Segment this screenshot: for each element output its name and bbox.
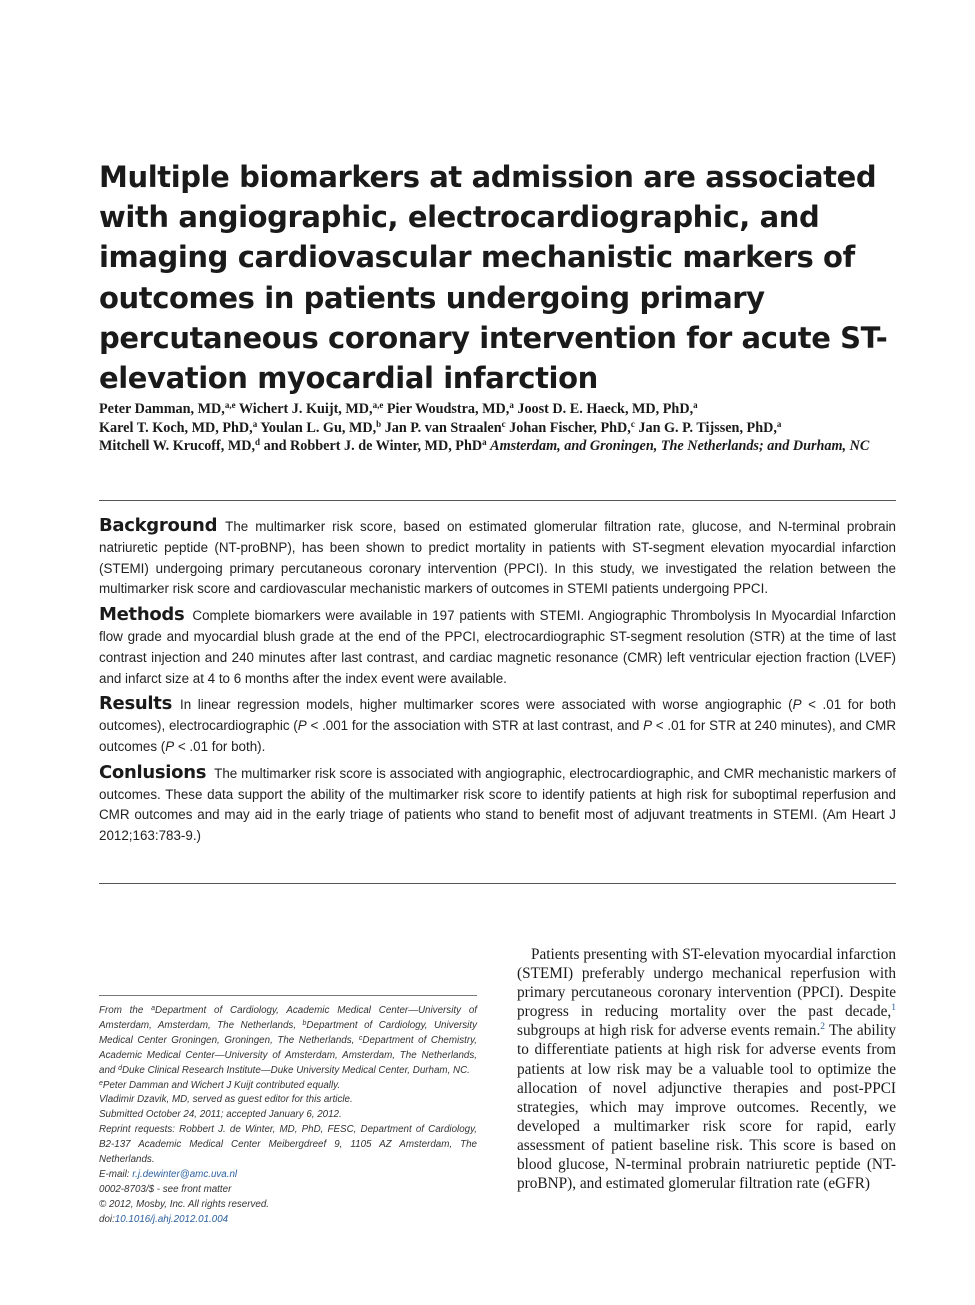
section-text: < .01 for STR at 240 minutes), and CMR outcomes ( — [99, 718, 897, 754]
footnote-affiliations: From the $^a$Department of Cardiology, Academic Medical Center—University of Amsterdam, Amsterdam, The Netherlands, $^b$Department of Cardiology, University Medical Center Groningen, Groningen, The Netherlands, $^c$Department of Chemistry, Academic Medical Center—University of Amsterdam, Amsterdam, The Netherlands, and $^d$Duke Clinical Research Institute—Duke University Medical Center, Durham, NC. — [99, 1005, 477, 1076]
author-sup: a — [509, 400, 514, 410]
author-sup: c — [501, 418, 506, 429]
abstract-background — [99, 516, 896, 600]
footnotes — [99, 1004, 477, 1228]
footnote-doi — [99, 1213, 477, 1228]
footnote-issn: 0002-8703/$ - see front matter — [99, 1183, 232, 1195]
author-sup: a — [252, 418, 258, 429]
author-sup: c — [630, 418, 635, 429]
footnote-text: From the — [99, 1005, 152, 1016]
p-value-symbol: P — [643, 718, 653, 734]
section-text: The multimarker risk score is associated with angiographic, electrocardiographic, and CMR mechanistic markers of outcomes. These data support the ability of the multimarker risk score to identify patients at high risk for suboptimal reperfusion and CMR outcomes and may aid in the early triage of patients who stand to benefit most of adjuvant treatments in STEMI. (Am Heart J 2012;163:783-9.) — [99, 765, 896, 844]
section-heading: Conlusions — [99, 761, 207, 783]
author-name: Karel T. Koch, MD, PhD, — [99, 419, 253, 436]
p-value-symbol: P — [165, 738, 175, 754]
footnote-copyright: © 2012, Mosby, Inc. All rights reserved. — [99, 1198, 270, 1210]
author-name: Jan P. van Straalen — [384, 419, 502, 436]
footnote-email — [99, 1168, 477, 1183]
body-paragraph — [517, 945, 896, 1193]
abstract-conclusions — [99, 763, 896, 847]
footnote-equal: $^e$Peter Damman and Wichert J Kuijt contributed equally. — [99, 1079, 341, 1091]
footnote-text: E-mail: — [99, 1168, 133, 1180]
reference-link[interactable]: 2 — [820, 1022, 826, 1033]
reference-link[interactable]: 1 — [891, 1003, 896, 1014]
body-text: Patients presenting with ST-elevation myocardial infarction (STEMI) preferably undergo mechanical reperfusion with primary percutaneous coronary intervention (PPCI). Despite progress in reducing mortality over the past decade, — [517, 946, 896, 1021]
footnote-text: Duke Clinical Research Institute—Duke University Medical Center, Durham, NC. — [121, 1064, 470, 1076]
author-affiliation: Amsterdam, and Groningen, The Netherlands; and Durham, NC — [490, 438, 870, 455]
author-name: Wichert J. Kuijt, MD, — [238, 401, 373, 417]
section-text: The multimarker risk score, based on estimated glomerular filtration rate, glucose, and N-terminal probrain natriuretic peptide (NT-proBNP), has been shown to predict mortality in patients with ST-segment elevation myocardial infarction (STEMI) undergoing primary percutaneous coronary intervention (PPCI). In this study, we investigated the relation between the multimarker risk score and cardiovascular mechanistic markers of outcomes in STEMI patients undergoing PPCI. — [99, 519, 896, 597]
section-text: Complete biomarkers were available in 197 patients with STEMI. Angiographic Thrombolysis In Myocardial Infarction flow grade and myocardial blush grade at the end of the PPCI, electrocardiographic ST-segment resolution (STR) at the time of last contrast injection and 240 minutes after last contrast, and cardiac magnetic resonance (CMR) left ventricular ejection fraction (LVEF) and infarct size at 4 to 6 months after the index event were available. — [99, 608, 896, 686]
abstract — [99, 516, 896, 852]
section-heading: Results — [99, 693, 172, 715]
body-text: subgroups at high risk for adverse events remain. — [517, 1022, 821, 1040]
section-text: < .01 for both). — [174, 738, 266, 754]
footnote-reprint: Reprint requests: Robbert J. de Winter, MD, PhD, FESC, Department of Cardiology, B2-137 Academic Medical Center Meibergdreef 9, 1105 AZ Amsterdam, The Netherlands. — [99, 1124, 477, 1166]
abstract-results — [99, 694, 896, 757]
author-name: Pier Woudstra, MD, — [386, 401, 510, 417]
footnote-text: doi: — [99, 1213, 115, 1225]
author-sup: d — [255, 437, 261, 448]
body-text: The ability to differentiate patients at high risk for adverse events from patients at low risk may be a valuable tool to optimize the allocation of novel adjunctive therapies and post-PPCI strategies, which may improve outcomes. Recently, we developed a multimarker risk score for rapid, early assessment of patient baseline risk. This score is based on blood glucose, N-terminal probrain natriuretic peptide (NT-proBNP), and estimated glomerular filtration rate (eGFR) — [517, 1022, 896, 1193]
author-sup: a — [482, 437, 487, 448]
footnote-text: Department of Chemistry, Academic Medical Center—University of Amsterdam, Amsterdam, The Netherlands, and — [99, 1034, 477, 1076]
footnote-text: Department of Cardiology, University Medical Center Groningen, Groningen, The Netherlands, — [99, 1019, 477, 1046]
footnote-rule — [99, 995, 477, 996]
section-heading: Methods — [99, 604, 185, 626]
p-value-symbol: P — [792, 697, 802, 713]
author-name: Youlan L. Gu, MD, — [260, 419, 377, 436]
author-sup: a — [776, 418, 782, 429]
section-text: In linear regression models, higher multimarker scores were associated with worse angiographic ( — [180, 697, 793, 713]
abstract-methods — [99, 605, 896, 689]
section-text: < .01 for both outcomes), electrocardiographic ( — [99, 697, 896, 734]
author-sup: a,e — [372, 400, 384, 410]
author-name: Mitchell W. Krucoff, MD, — [99, 438, 256, 455]
footnote-submitted: Submitted October 24, 2011; accepted January 6, 2012. — [99, 1109, 342, 1121]
doi-link[interactable]: 10.1016/j.ahj.2012.01.004 — [114, 1213, 229, 1225]
footnote-editor: Vladimir Dzavik, MD, served as guest editor for this article. — [99, 1094, 353, 1106]
author-name: Johan Fischer, PhD, — [509, 419, 631, 436]
footnote-text: Department of Cardiology, Academic Medical Center—University of Amsterdam, Amsterdam, The Netherlands, — [99, 1005, 477, 1031]
author-sup: b — [376, 418, 382, 429]
email-link[interactable]: r.j.dewinter@amc.uva.nl — [132, 1168, 238, 1180]
section-text: < .001 for the association with STR at last contrast, and — [306, 718, 644, 734]
author-name: Peter Damman, MD, — [99, 401, 225, 417]
author-name: Jan G. P. Tijssen, PhD, — [638, 419, 777, 436]
author-name: Joost D. E. Haeck, MD, PhD, — [517, 401, 694, 417]
author-sup: a,e — [224, 400, 236, 410]
author-list — [99, 400, 899, 456]
abstract-bottom-rule — [99, 883, 896, 884]
footnote-text: Peter Damman and Wichert J Kuijt contributed equally. — [102, 1079, 341, 1091]
p-value-symbol: P — [297, 718, 307, 734]
abstract-top-rule — [99, 500, 896, 501]
author-name: and Robbert J. de Winter, MD, PhD — [263, 438, 483, 455]
section-heading: Background — [99, 515, 218, 536]
author-sup: a — [693, 400, 698, 410]
article-title: Multiple biomarkers at admission are associated with angiographic, electrocardiographic, and imaging cardiovascular mechanistic markers of outcomes in patients undergoing primary percutaneous coronary intervention for acute ST-elevation myocardial infarction — [99, 160, 888, 396]
